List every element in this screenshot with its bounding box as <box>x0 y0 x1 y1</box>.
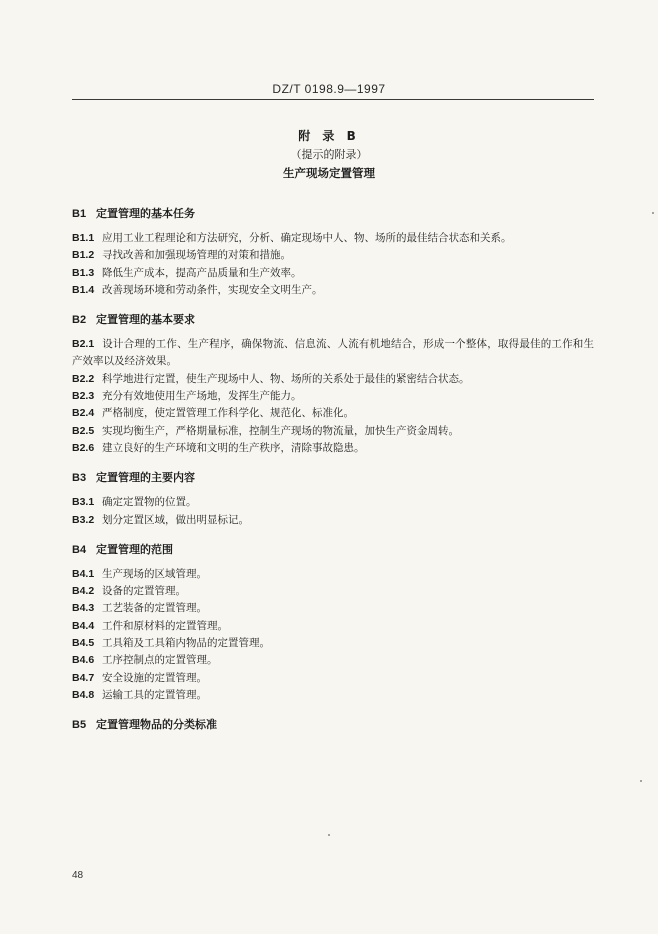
standard-code: DZ/T 0198.9—1997 <box>272 82 386 96</box>
clause-item <box>72 247 594 264</box>
clause-text: 设计合理的工作、生产程序，确保物流、信息流、人流有机地结合，形成一个整体，取得最佳的工作和生产效率以及经济效果。 <box>72 338 594 368</box>
clause-number: B1.4 <box>72 283 95 296</box>
clause-number: B4.3 <box>72 602 95 615</box>
clause-number: B3.1 <box>72 496 95 509</box>
section-number: B5 <box>72 719 87 732</box>
clause-item <box>72 618 594 635</box>
clause-item <box>72 566 594 583</box>
clause-number: B2.1 <box>72 338 95 351</box>
clause-item <box>72 512 594 529</box>
scan-speck <box>328 834 330 836</box>
section-title: 定置管理的主要内容 <box>96 471 195 485</box>
section-title: 定置管理物品的分类标准 <box>96 718 217 732</box>
clause-number: B1.2 <box>72 249 95 262</box>
appendix-title: 附 录 B <box>298 129 360 143</box>
clause-item <box>72 652 594 669</box>
clause-text: 工序控制点的定置管理。 <box>102 654 218 667</box>
appendix-body <box>72 207 594 741</box>
section-heading-b5 <box>72 718 594 732</box>
clause-number: B2.3 <box>72 390 95 403</box>
clause-text: 安全设施的定置管理。 <box>102 671 207 684</box>
clause-item <box>72 388 594 405</box>
clause-item <box>72 265 594 282</box>
clause-number: B4.8 <box>72 688 95 701</box>
clause-item <box>72 687 594 704</box>
clause-list <box>72 230 594 299</box>
section-heading-b1 <box>72 207 594 221</box>
section-number: B3 <box>72 472 87 485</box>
clause-item <box>72 405 594 422</box>
clause-number: B4.2 <box>72 585 95 598</box>
clause-text: 降低生产成本，提高产品质量和生产效率。 <box>102 266 302 279</box>
clause-text: 应用工业工程理论和方法研究，分析、确定现场中人、物、场所的最佳结合状态和关系。 <box>102 232 512 244</box>
clause-item <box>72 336 594 371</box>
clause-item <box>72 282 594 299</box>
clause-number: B4.6 <box>72 654 95 667</box>
clause-text: 改善现场环境和劳动条件，实现安全文明生产。 <box>102 283 323 296</box>
clause-text: 实现均衡生产，严格期量标准，控制生产现场的物流量，加快生产资金周转。 <box>102 424 459 437</box>
clause-text: 科学地进行定置，使生产现场中人、物、场所的关系处于最佳的紧密结合状态。 <box>102 372 470 385</box>
clause-text: 严格制度，使定置管理工作科学化、规范化、标准化。 <box>102 407 354 420</box>
clause-number: B2.4 <box>72 407 95 420</box>
clause-number: B2.2 <box>72 372 95 385</box>
clause-number: B4.5 <box>72 637 95 650</box>
clause-number: B2.6 <box>72 441 95 454</box>
page-number: 48 <box>72 870 84 881</box>
clause-item <box>72 670 594 687</box>
appendix-name: 生产现场定置管理 <box>283 166 375 180</box>
clause-text: 工件和原材料的定置管理。 <box>102 619 228 632</box>
clause-text: 建立良好的生产环境和文明的生产秩序，清除事故隐患。 <box>102 441 365 454</box>
clause-number: B1.3 <box>72 266 95 279</box>
clause-item <box>72 371 594 388</box>
header-rule <box>72 99 594 100</box>
clause-text: 寻找改善和加强现场管理的对策和措施。 <box>102 249 291 262</box>
section-number: B1 <box>72 208 87 220</box>
clause-item <box>72 230 594 247</box>
clause-text: 工具箱及工具箱内物品的定置管理。 <box>102 637 270 650</box>
clause-item <box>72 583 594 600</box>
clause-list <box>72 494 594 529</box>
clause-item <box>72 494 594 511</box>
clause-number: B1.1 <box>72 232 95 244</box>
clause-number: B4.7 <box>72 671 95 684</box>
section-number: B2 <box>72 314 87 327</box>
clause-number: B3.2 <box>72 513 95 526</box>
clause-text: 工艺装备的定置管理。 <box>102 602 207 615</box>
clause-number: B2.5 <box>72 424 95 437</box>
appendix-subtitle: （提示的附录） <box>290 148 368 161</box>
clause-text: 充分有效地使用生产场地，发挥生产能力。 <box>102 390 302 403</box>
scan-speck <box>652 212 654 214</box>
section-heading-b4 <box>72 543 594 557</box>
section-number: B4 <box>72 543 87 556</box>
clause-item <box>72 440 594 457</box>
clause-item <box>72 600 594 617</box>
clause-number: B4.4 <box>72 619 95 632</box>
section-title: 定置管理的基本要求 <box>96 313 195 327</box>
clause-text: 划分定置区域，做出明显标记。 <box>102 513 249 526</box>
clause-list <box>72 336 594 457</box>
clause-number: B4.1 <box>72 567 95 580</box>
section-title: 定置管理的基本任务 <box>96 207 195 220</box>
clause-list <box>72 566 594 704</box>
clause-text: 确定定置物的位置。 <box>102 496 197 509</box>
clause-item <box>72 635 594 652</box>
clause-text: 运输工具的定置管理。 <box>102 688 207 701</box>
clause-text: 设备的定置管理。 <box>102 585 186 598</box>
section-title: 定置管理的范围 <box>96 542 173 556</box>
scan-speck <box>640 780 642 782</box>
clause-item <box>72 423 594 440</box>
clause-text: 生产现场的区域管理。 <box>102 567 207 580</box>
section-heading-b2 <box>72 313 594 327</box>
section-heading-b3 <box>72 471 594 485</box>
